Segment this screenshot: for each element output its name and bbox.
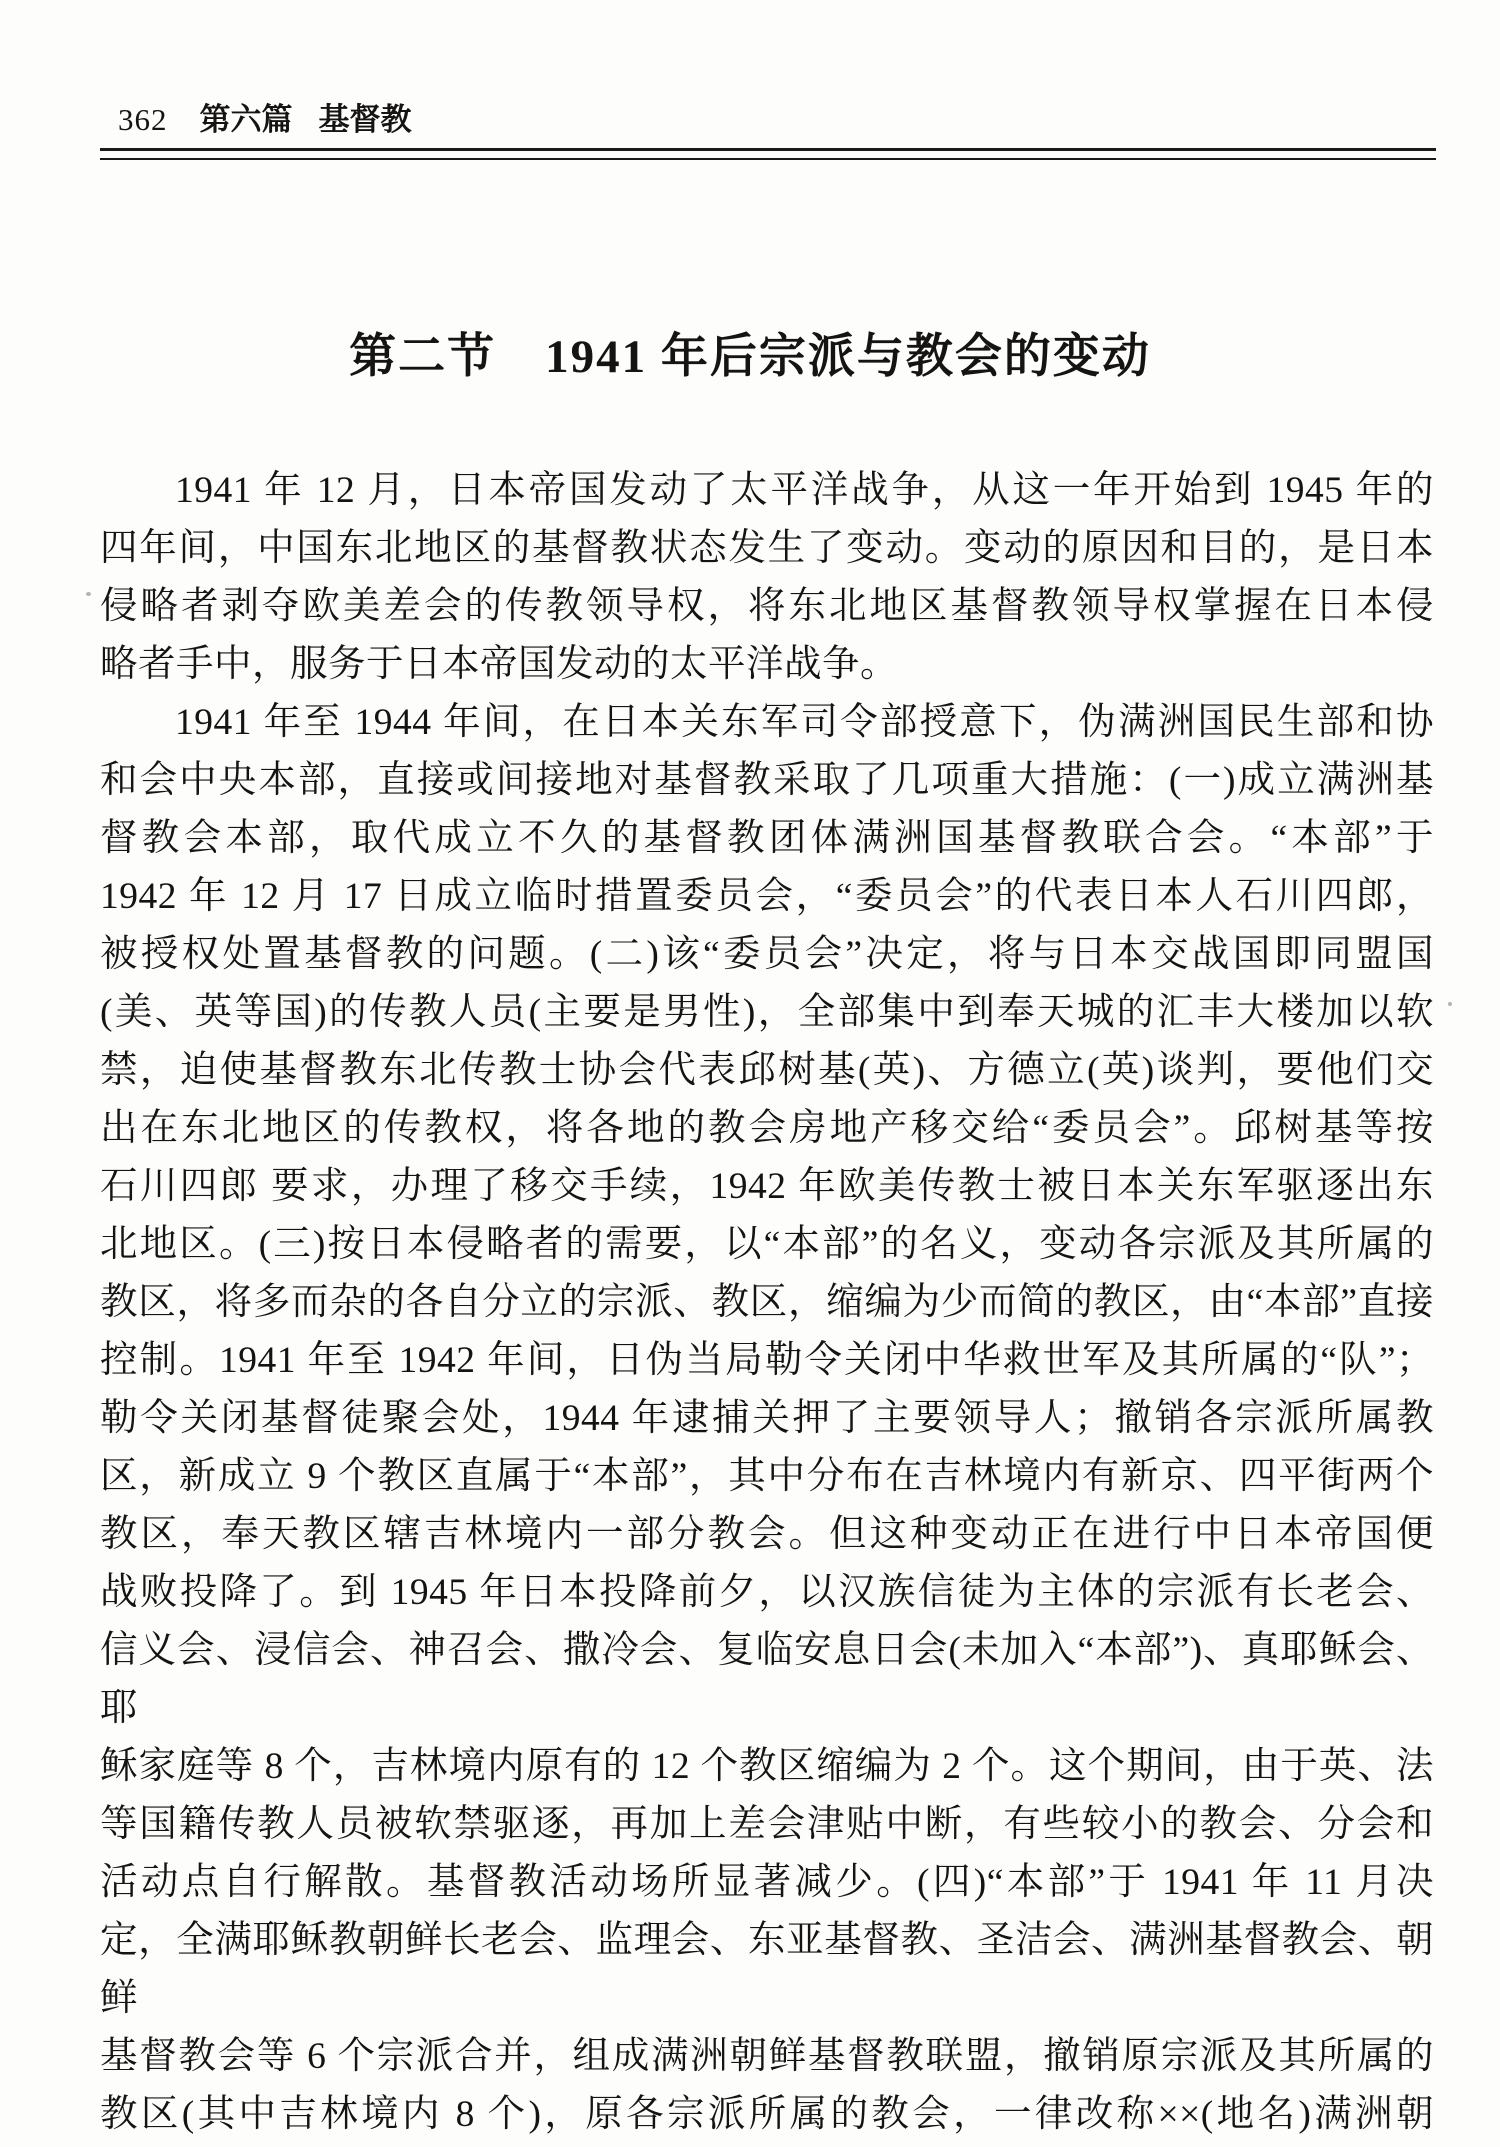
page-number: 362 [118, 102, 168, 137]
body-line: 督教会本部，取代成立不久的基督教团体满洲国基督教联合会。“本部”于 [100, 818, 1434, 859]
body-line: 基督教会等 6 个宗派合并，组成满洲朝鲜基督教联盟，撤销原宗派及其所属的 [100, 2036, 1434, 2077]
body-line: 北地区。(三)按日本侵略者的需要，以“本部”的名义，变动各宗派及其所属的 [100, 1224, 1434, 1265]
body-line: 略者手中，服务于日本帝国发动的太平洋战争。 [100, 644, 898, 685]
body-line: 出在东北地区的传教权，将各地的教会房地产移交给“委员会”。邱树基等按 [100, 1108, 1434, 1149]
body-line: 和会中央本部，直接或间接地对基督教采取了几项重大措施：(一)成立满洲基 [100, 760, 1434, 801]
body-line: 石川四郎 要求，办理了移交手续，1942 年欧美传教士被日本关东军驱逐出东 [100, 1166, 1434, 1207]
scan-speck [1448, 1002, 1452, 1006]
body-line: 战败投降了。到 1945 年日本投降前夕，以汉族信徒为主体的宗派有长老会、 [100, 1572, 1434, 1613]
body-line: 禁，迫使基督教东北传教士协会代表邱树基(英)、方德立(英)谈判，要他们交 [100, 1050, 1434, 1091]
body-line: 被授权处置基督教的问题。(二)该“委员会”决定，将与日本交战国即同盟国 [100, 934, 1434, 975]
body-line: 定，全满耶稣教朝鲜长老会、监理会、东亚基督教、圣洁会、满洲基督教会、朝鲜 [100, 1920, 1434, 2019]
running-head [118, 102, 1432, 138]
body-line: 信义会、浸信会、神召会、撒冷会、复临安息日会(未加入“本部”)、真耶稣会、耶 [100, 1630, 1434, 1729]
body-line: 勒令关闭基督徒聚会处，1944 年逮捕关押了主要领导人；撤销各宗派所属教 [100, 1398, 1434, 1439]
body-line: 四年间，中国东北地区的基督教状态发生了变动。变动的原因和目的，是日本 [100, 528, 1434, 569]
body-line: (美、英等国)的传教人员(主要是男性)，全部集中到奉天城的汇丰大楼加以软 [100, 992, 1434, 1033]
body-line: 1941 年 12 月，日本帝国发动了太平洋战争，从这一年开始到 1945 年的 [175, 470, 1434, 511]
body-line: 等国籍传教人员被软禁驱逐，再加上差会津贴中断，有些较小的教会、分会和 [100, 1804, 1434, 1845]
section-title: 第二节 1941 年后宗派与教会的变动 [349, 331, 1151, 384]
header-double-rule [100, 148, 1436, 160]
body-line: 区，新成立 9 个教区直属于“本部”，其中分布在吉林境内有新京、四平街两个 [100, 1456, 1434, 1497]
body-line: 控制。1941 年至 1942 年间，日伪当局勒令关闭中华救世军及其所属的“队”； [100, 1340, 1434, 1381]
body-line: 教区(其中吉林境内 8 个)，原各宗派所属的教会，一律改称××(地名)满洲朝 [100, 2094, 1434, 2135]
body-text [100, 462, 1434, 2144]
body-line: 1942 年 12 月 17 日成立临时措置委员会，“委员会”的代表日本人石川四郎， [100, 876, 1434, 917]
body-line: 侵略者剥夺欧美差会的传教领导权，将东北地区基督教领导权掌握在日本侵 [100, 586, 1434, 627]
part-title: 第六篇 [199, 102, 293, 137]
body-line: 稣家庭等 8 个，吉林境内原有的 12 个教区缩编为 2 个。这个期间，由于英、法 [100, 1746, 1434, 1787]
book-subject: 基督教 [318, 102, 412, 137]
body-line: 教区，奉天教区辖吉林境内一部分教会。但这种变动正在进行中日本帝国便 [100, 1514, 1434, 1555]
body-line: 教区，将多而杂的各自分立的宗派、教区，缩编为少而简的教区，由“本部”直接 [100, 1282, 1434, 1323]
body-line: 活动点自行解散。基督教活动场所显著减少。(四)“本部”于 1941 年 11 月决 [100, 1862, 1434, 1903]
scan-speck [86, 592, 91, 596]
body-line: 1941 年至 1944 年间，在日本关东军司令部授意下，伪满洲国民生部和协 [175, 702, 1434, 743]
